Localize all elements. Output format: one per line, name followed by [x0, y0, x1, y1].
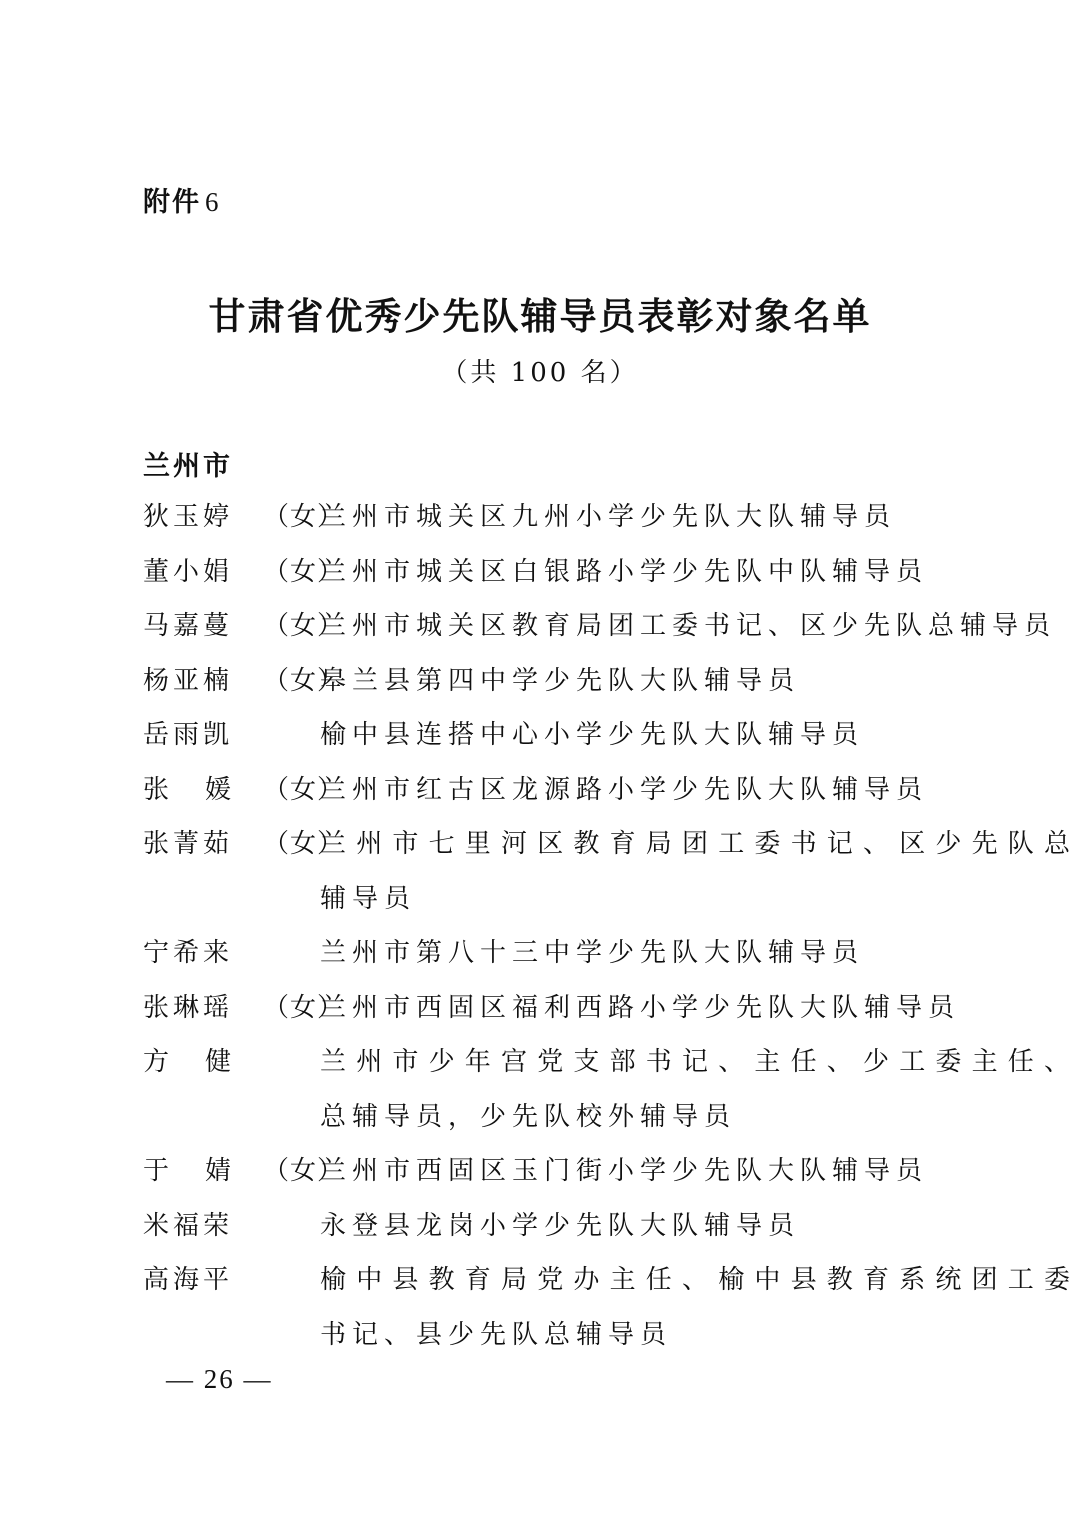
- honoree-position: [320, 1035, 1080, 1144]
- list-item: [143, 490, 963, 545]
- gender-mark: （女）: [263, 992, 345, 1023]
- position-line: 兰州市红古区龙源路小学少先队大队辅导员: [320, 774, 929, 805]
- position-line: 榆中县教育局党办主任、榆中县教育系统团工委: [320, 1265, 1080, 1295]
- attachment-label-text: 附件: [143, 187, 201, 218]
- honoree-list: [143, 490, 1080, 1362]
- honoree-position: [320, 763, 963, 818]
- honoree-position: [320, 926, 963, 981]
- position-line: 兰州市七里河区教育局团工委书记、区少先队总: [320, 829, 1080, 859]
- gender-mark: （女）: [263, 665, 345, 696]
- document-title: 甘肃省优秀少先队辅导员表彰对象名单: [208, 294, 872, 338]
- position-line: 兰州市第八十三中学少先队大队辅导员: [320, 938, 865, 968]
- honoree-name: 岳雨凯: [143, 720, 234, 750]
- honoree-name: 张菁茹: [143, 829, 234, 859]
- list-item: [143, 926, 963, 981]
- honoree-position: [320, 708, 963, 763]
- position-line: 兰州市少年宫党支部书记、主任、少工委主任、: [320, 1047, 1080, 1077]
- honoree-name: 宁希来: [143, 938, 234, 968]
- position-line: 皋兰县第四中学少先队大队辅导员: [320, 665, 801, 696]
- gender-mark: （女）: [263, 1156, 345, 1186]
- page-number: — 26 —: [166, 1364, 273, 1394]
- honoree-name: 张媛: [143, 774, 268, 805]
- honoree-position: [320, 1144, 963, 1199]
- honoree-name: 米福荣: [143, 1210, 234, 1241]
- document-subtitle: （共 100 名）: [441, 358, 639, 388]
- honoree-position: [320, 1253, 1080, 1362]
- list-item: [143, 1144, 963, 1199]
- list-item: [143, 1253, 1080, 1362]
- honoree-name: 方健: [143, 1047, 268, 1077]
- list-item: [143, 599, 1057, 654]
- gender-mark: （女）: [263, 611, 345, 641]
- honoree-name: 狄玉婷: [143, 502, 234, 532]
- position-line: 书记、县少先队总辅导员: [320, 1319, 673, 1350]
- list-item: [143, 654, 963, 709]
- honoree-name: 董小娟: [143, 556, 234, 587]
- honoree-position: [320, 654, 963, 709]
- list-item: [143, 1199, 963, 1254]
- gender-mark: （女）: [263, 556, 345, 587]
- position-line: 兰州市城关区九州小学少先队大队辅导员: [320, 502, 897, 532]
- honoree-name: 张琳瑶: [143, 992, 234, 1023]
- gender-mark: （女）: [263, 774, 345, 805]
- honoree-position: [320, 1199, 963, 1254]
- gender-mark: （女）: [263, 829, 345, 859]
- honoree-name: 高海平: [143, 1265, 234, 1295]
- honoree-name: 于婧: [143, 1156, 268, 1186]
- attachment-label: [143, 180, 221, 219]
- list-item: [143, 1035, 1080, 1144]
- position-line: 总辅导员，少先队校外辅导员: [320, 1101, 737, 1132]
- position-line: 兰州市西固区玉门街小学少先队大队辅导员: [320, 1156, 929, 1186]
- list-item: [143, 817, 1080, 926]
- honoree-position: [320, 490, 963, 545]
- honoree-position: [320, 817, 1080, 926]
- honoree-position: [320, 599, 1056, 654]
- position-line: 兰州市城关区教育局团工委书记、区少先队总辅导员: [320, 611, 1057, 641]
- position-line: 永登县龙岗小学少先队大队辅导员: [320, 1210, 801, 1241]
- list-item: [143, 708, 963, 763]
- list-item: [143, 763, 963, 818]
- position-line: 兰州市城关区白银路小学少先队中队辅导员: [320, 556, 929, 587]
- attachment-number: 6: [205, 187, 221, 217]
- position-line: 辅导员: [320, 883, 417, 914]
- position-line: 兰州市西固区福利西路小学少先队大队辅导员: [320, 992, 961, 1023]
- list-item: [143, 545, 963, 600]
- honoree-position: [320, 545, 963, 600]
- position-line: 榆中县连搭中心小学少先队大队辅导员: [320, 720, 865, 750]
- section-city-heading: 兰州市: [143, 451, 233, 482]
- honoree-name: 杨亚楠: [143, 665, 234, 696]
- gender-mark: （女）: [263, 502, 345, 532]
- list-item: [143, 981, 963, 1036]
- honoree-name: 马嘉蔓: [143, 611, 234, 641]
- honoree-position: [320, 981, 963, 1036]
